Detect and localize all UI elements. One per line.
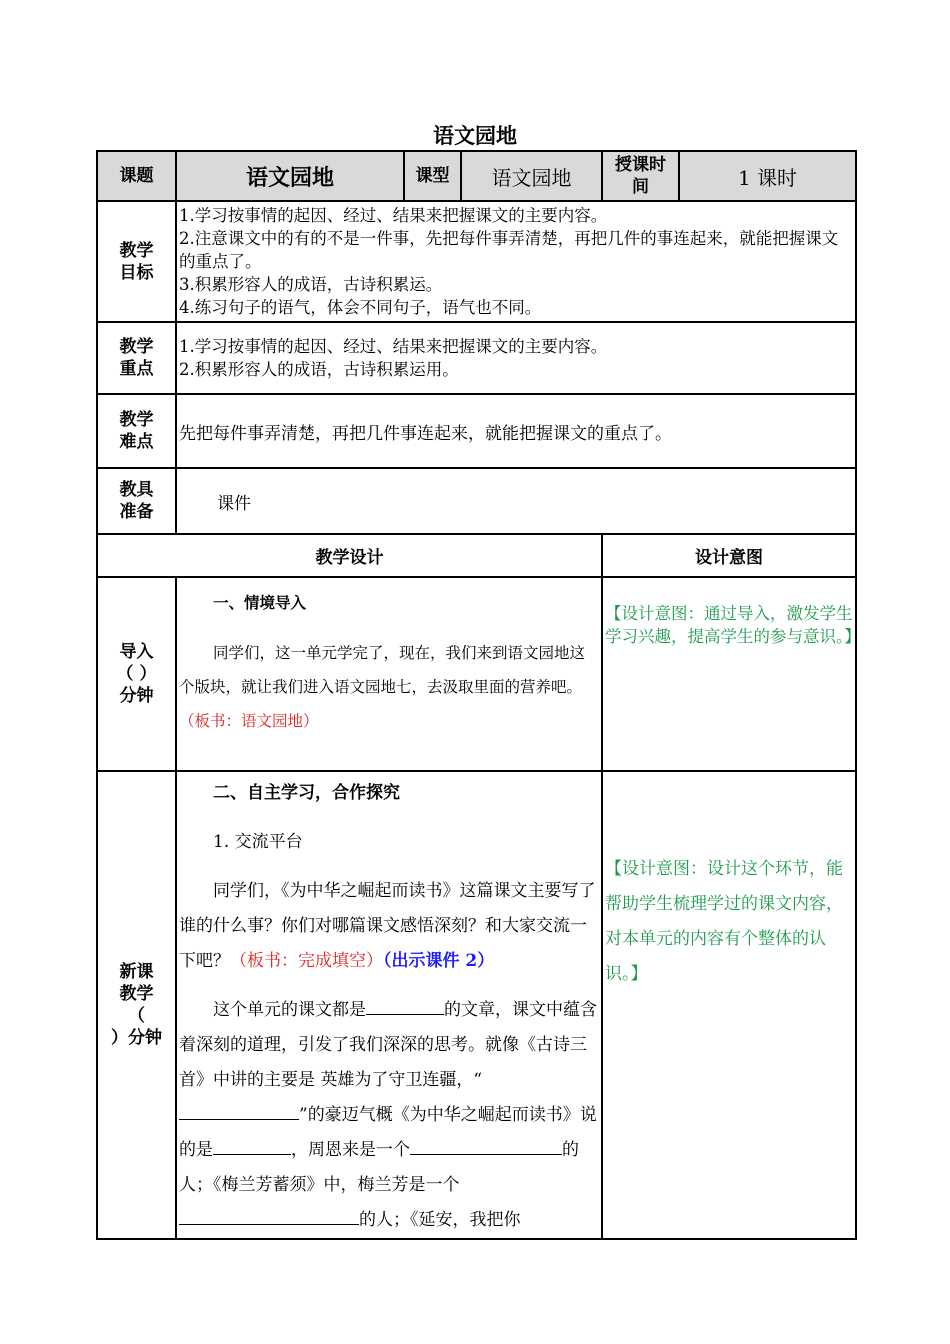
design-col-teaching: 教学设计	[97, 534, 602, 577]
para2-text: 的人；《延安，我把你	[359, 1210, 521, 1230]
newlesson-content	[176, 771, 602, 1239]
intro-row	[97, 577, 856, 771]
type-label: 课型	[404, 151, 461, 201]
intro-label-line: （ ）	[116, 664, 157, 684]
objective-item: 3.积累形容人的成语，古诗积累运。	[179, 275, 443, 294]
newlesson-row	[97, 771, 856, 1239]
intro-intent: 【设计意图：通过导入，激发学生学习兴趣，提高学生的参与意识。】	[602, 577, 856, 771]
newlesson-heading: 二、自主学习，合作探究	[213, 783, 400, 803]
newlesson-label-line: 新课	[119, 962, 154, 982]
design-header-row	[97, 534, 856, 577]
topic-label: 课题	[97, 151, 176, 201]
newlesson-label	[97, 771, 176, 1239]
objectives-content	[176, 201, 856, 322]
lesson-plan-table	[96, 150, 861, 1240]
intro-label-line: 导入	[119, 642, 154, 662]
objectives-row	[97, 201, 856, 322]
design-col-intent: 设计意图	[602, 534, 856, 577]
objectives-label: 教学目标	[97, 201, 176, 322]
difficulties-row	[97, 394, 856, 468]
newlesson-label-line: 教学	[119, 984, 154, 1004]
keypoints-label: 教学重点	[97, 322, 176, 394]
para2-text: ，周恩来是一个	[291, 1140, 410, 1160]
para2-text: 这个单元的课文都是	[213, 1000, 366, 1020]
intro-content	[176, 577, 602, 771]
newlesson-sub: 1. 交流平台	[213, 832, 303, 852]
objective-item: 1.学习按事情的起因、经过、结果来把握课文的主要内容。	[179, 206, 608, 225]
intro-text: 同学们，这一单元学完了，现在，我们来到语文园地这个版块，就让我们进入语文园地七，去汲取里面的营养吧。	[179, 644, 586, 696]
keypoint-item: 2.积累形容人的成语，古诗积累运用。	[179, 360, 459, 379]
para2-text: 的文章，课文中蕴含着深刻的道理，引发了我们深深的思考。就像《古诗三首》中讲的主要是 英雄为了守卫连疆，“	[179, 1000, 597, 1090]
newlesson-para1	[179, 874, 599, 979]
header-row	[97, 151, 856, 201]
fill-blank[interactable]	[410, 1136, 562, 1155]
tools-row	[97, 468, 856, 534]
intro-heading: 一、情境导入	[213, 594, 307, 612]
newlesson-board-note: （板书：完成填空）	[230, 951, 383, 971]
intro-board-note: （板书：语文园地）	[179, 712, 319, 730]
objective-item: 4.练习句子的语气，体会不同句子，语气也不同。	[179, 298, 542, 317]
intro-label	[97, 577, 176, 771]
topic-value: 语文园地	[176, 151, 404, 201]
hours-value: 1 课时	[679, 151, 856, 201]
newlesson-label-line: ）分钟	[111, 1028, 162, 1048]
newlesson-label-line: （	[128, 1006, 145, 1026]
keypoint-item: 1.学习按事情的起因、经过、结果来把握课文的主要内容。	[179, 337, 608, 356]
objective-item: 2.注意课文中的有的不是一件事，先把每件事弄清楚，再把几件的事连起来，就能把握课文的重点了。	[179, 229, 839, 271]
fill-blank[interactable]	[366, 996, 444, 1015]
keypoints-row	[97, 322, 856, 394]
intro-label-line: 分钟	[119, 686, 154, 706]
difficulties-label: 教学难点	[97, 394, 176, 468]
difficulties-content: 先把每件事弄清楚，再把几件事连起来，就能把握课文的重点了。	[176, 394, 856, 468]
tools-content: 课件	[176, 468, 856, 534]
hours-label: 授课时间	[602, 151, 679, 201]
para2-text: ”的豪迈气概《为中华之崛起而读书》说的是	[179, 1105, 597, 1160]
newlesson-intent: 【设计意图：设计这个环节，能帮助学生梳理学过的课文内容，对本单元的内容有个整体的认识。】	[605, 859, 843, 984]
fill-blank[interactable]	[179, 1206, 359, 1225]
type-value: 语文园地	[461, 151, 602, 201]
newlesson-intent-cell	[602, 771, 856, 1239]
para1-text: 同学们，《为中华之崛起而读书》这篇课文主要写了谁的什么事？你们对哪篇课文感悟深刻？和大家交流一下吧？	[179, 881, 596, 971]
fill-blank[interactable]	[213, 1136, 291, 1155]
para2-text: 的人；《梅兰芳蓄须》中，梅兰芳是一个	[179, 1140, 579, 1195]
fill-blank[interactable]	[179, 1101, 299, 1120]
newlesson-para2	[179, 993, 599, 1238]
newlesson-slide-note: （出示课件 2）	[383, 951, 495, 971]
page-title: 语文园地	[433, 124, 517, 148]
keypoints-content	[176, 322, 856, 394]
intro-paragraph	[179, 636, 599, 738]
tools-label: 教具准备	[97, 468, 176, 534]
